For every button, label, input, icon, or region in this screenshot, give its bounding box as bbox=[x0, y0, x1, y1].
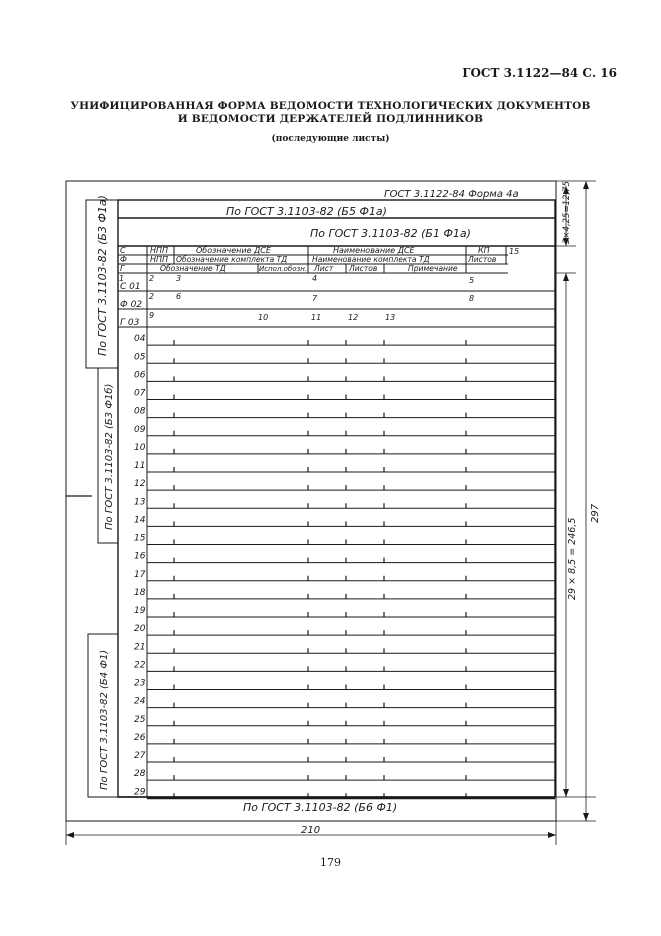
c-row-prefix: С bbox=[120, 246, 126, 255]
row-label-f02: Ф 02 bbox=[120, 300, 143, 310]
dim-height: 297 bbox=[590, 503, 601, 523]
marker-10: 10 bbox=[258, 313, 269, 322]
row-number: 15 bbox=[134, 533, 146, 544]
c-row-col3: КП bbox=[478, 246, 490, 255]
dim-rows: 29 × 8,5 = 246,5 bbox=[567, 517, 578, 600]
f-row-col3: Листов bbox=[468, 255, 497, 264]
marker-5: 5 bbox=[469, 276, 475, 285]
row-number: 10 bbox=[134, 442, 146, 453]
dim-top: 3×4,25=12,75 bbox=[562, 181, 572, 244]
ref-second: По ГОСТ 3.1103-82 (Б1 Ф1а) bbox=[310, 227, 471, 240]
marker-3: 3 bbox=[176, 274, 182, 283]
marker-1: 1 bbox=[119, 274, 125, 283]
f-row-col1: Обозначение комплекта ТД bbox=[176, 255, 288, 264]
row-number: 29 bbox=[134, 787, 146, 798]
row-number: 23 bbox=[134, 678, 146, 689]
row-number: 27 bbox=[134, 751, 146, 761]
marker-7: 7 bbox=[312, 294, 318, 303]
side-ref-1: По ГОСТ 3.1103-82 (Б3 Ф1а) bbox=[96, 195, 109, 356]
ref-top: По ГОСТ 3.1103-82 (Б5 Ф1а) bbox=[226, 205, 387, 218]
marker-9: 9 bbox=[149, 311, 155, 320]
row-number: 13 bbox=[134, 497, 146, 508]
f-row-prefix: Ф bbox=[120, 255, 127, 264]
marker-2: 2 bbox=[149, 274, 155, 283]
document-title-line-1: УНИФИЦИРОВАННАЯ ФОРМА ВЕДОМОСТИ ТЕХНОЛОГИЧЕСКИХ ДОКУМЕНТОВ bbox=[70, 100, 591, 112]
g-row-col2: Испол.обозн. bbox=[259, 265, 308, 273]
row-number: 21 bbox=[134, 642, 146, 653]
document-subtitle: (последующие листы) bbox=[271, 134, 390, 144]
marker-12: 12 bbox=[348, 313, 359, 322]
g-row-col5: Примечание bbox=[408, 264, 458, 273]
row-number: 22 bbox=[134, 660, 146, 671]
row-label-c01: С 01 bbox=[120, 282, 141, 292]
row-number: 20 bbox=[134, 624, 146, 635]
row-number: 08 bbox=[134, 406, 146, 417]
row-number: 09 bbox=[134, 424, 146, 435]
dim-width: 210 bbox=[301, 825, 321, 836]
c-row-col2: Наименование ДСЕ bbox=[333, 246, 415, 255]
f-row-npp: НПП bbox=[150, 255, 169, 264]
c-row-col1: Обозначение ДСЕ bbox=[196, 246, 271, 255]
side-ref-3: По ГОСТ 3.1103-82 (Б4 Ф1) bbox=[99, 649, 110, 790]
marker-11: 11 bbox=[311, 313, 322, 322]
row-number: 26 bbox=[134, 732, 146, 743]
side-ref-2: По ГОСТ 3.1103-82 (Б3 Ф1б) bbox=[104, 383, 115, 530]
c-row-npp: НПП bbox=[150, 246, 169, 255]
g-row-col1: Обозначение ТД bbox=[160, 264, 226, 273]
document-title-line-2: И ВЕДОМОСТИ ДЕРЖАТЕЛЕЙ ПОДЛИННИКОВ bbox=[177, 113, 484, 125]
row-number: 05 bbox=[134, 352, 146, 363]
f-row-col2: Наименование комплекта ТД bbox=[312, 255, 430, 264]
g-row-col3: Лист bbox=[314, 264, 334, 273]
marker-6: 6 bbox=[176, 292, 182, 301]
row-number: 11 bbox=[134, 461, 146, 471]
marker-8: 8 bbox=[469, 294, 475, 303]
row-label-g03: Г 03 bbox=[120, 318, 140, 328]
row-number: 07 bbox=[134, 388, 146, 399]
row-number: 16 bbox=[134, 551, 146, 562]
marker-2b: 2 bbox=[149, 292, 155, 301]
c-row-num: 15 bbox=[509, 247, 520, 256]
marker-4: 4 bbox=[312, 274, 318, 283]
g-row-col4: Листов bbox=[349, 264, 378, 273]
row-number: 25 bbox=[134, 714, 146, 725]
row-number: 14 bbox=[134, 515, 146, 526]
row-number: 19 bbox=[134, 606, 146, 616]
g-row-prefix: Г bbox=[120, 264, 125, 273]
page-header: ГОСТ 3.1122—84 С. 16 bbox=[462, 66, 617, 80]
page-number: 179 bbox=[320, 856, 341, 869]
row-number: 17 bbox=[134, 569, 146, 580]
row-number: 06 bbox=[134, 370, 146, 381]
marker-13: 13 bbox=[385, 313, 396, 322]
row-number: 24 bbox=[134, 696, 146, 707]
row-number: 12 bbox=[134, 479, 146, 490]
row-number: 18 bbox=[134, 587, 146, 598]
row-number: 04 bbox=[134, 334, 146, 345]
ref-bottom: По ГОСТ 3.1103-82 (Б6 Ф1) bbox=[243, 801, 398, 814]
form-title: ГОСТ 3.1122-84 Форма 4а bbox=[384, 189, 519, 200]
row-number: 28 bbox=[134, 769, 146, 780]
